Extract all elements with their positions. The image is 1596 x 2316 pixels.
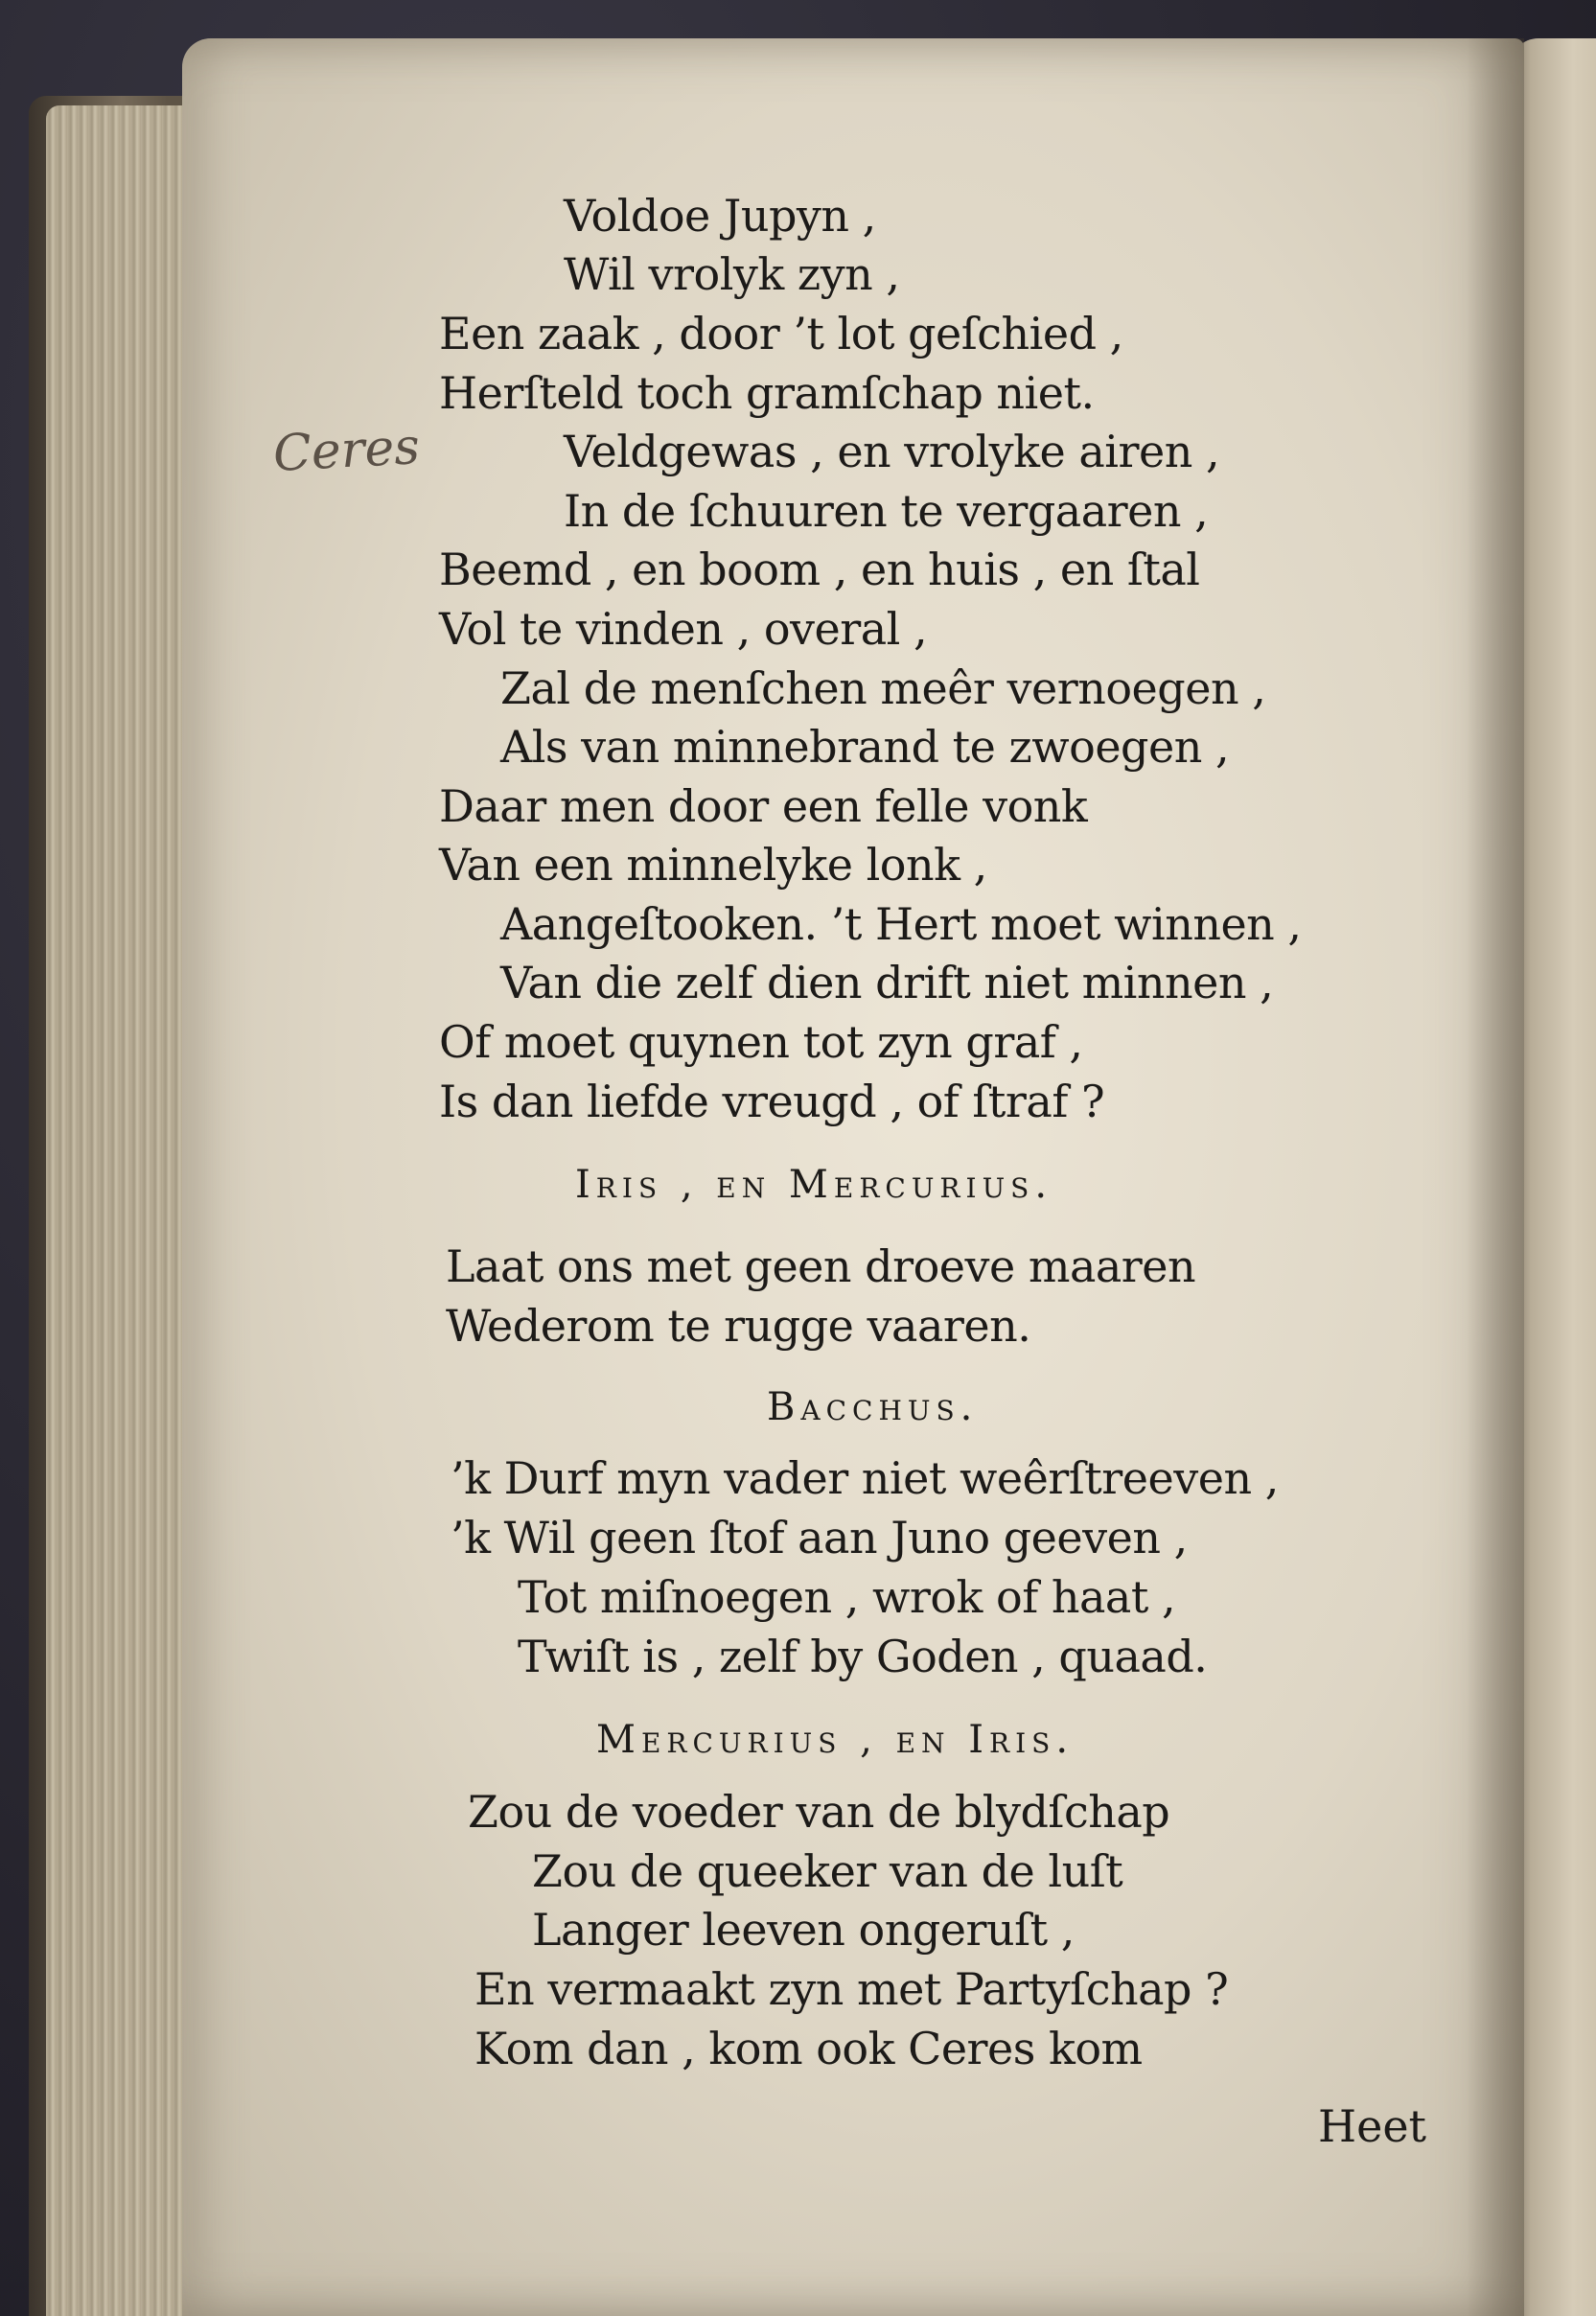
verse-line: ’k Wil geen ſtof aan Juno geeven , [451,1512,1188,1563]
verse-line: Wil vrolyk zyn , [564,248,900,300]
verse-line: Zou de queeker van de luſt [532,1845,1123,1897]
verse-line: Aangeſtooken. ’t Hert moet winnen , [500,898,1302,950]
verse-line: Laat ons met geen droeve maaren [446,1240,1196,1292]
verse-line: Kom dan , kom ook Ceres kom [474,2023,1143,2074]
speaker-heading: Iris , en Mercurius. [575,1163,1053,1207]
verse-line: Daar men door een felle vonk [439,780,1088,832]
verse-line: Beemd , en boom , en huis , en ſtal [439,544,1200,595]
verse-line: Als van minnebrand te zwoegen , [500,721,1230,773]
verse-line: Of moet quynen tot zyn graf , [439,1016,1083,1068]
verse-line: Zal de menſchen meêr vernoegen , [500,662,1266,714]
catchword: Heet [1318,2100,1427,2152]
verse-line: Is dan liefde vreugd , of ſtraf ? [439,1076,1105,1127]
verse-line: Vol te vinden , overal , [439,603,928,655]
verse-line: In de ſchuuren te vergaaren , [564,485,1209,537]
verse-line: Tot miſnoegen , wrok of haat , [518,1571,1176,1623]
handwritten-marginal-note: Ceres [271,418,422,483]
verse-line: Herſteld toch gramſchap niet. [439,367,1095,419]
verse-line: Een zaak , door ’t lot geſchied , [439,308,1123,359]
speaker-heading: Bacchus. [767,1385,979,1429]
verse-line: Twiſt is , zelf by Goden , quaad. [518,1631,1208,1682]
verse-line: Wederom te rugge vaaren. [446,1300,1031,1352]
verse-line: Veldgewas , en vrolyke airen , [564,426,1220,477]
verse-line: Van een minnelyke lonk , [439,839,987,891]
verse-line: Langer leeven ongeruſt , [532,1904,1075,1956]
verse-line: En vermaakt zyn met Partyſchap ? [474,1963,1229,2015]
verse-line: Zou de voeder van de blydſchap [468,1786,1170,1838]
verse-line: ’k Durf myn vader niet weêrſtreeven , [451,1452,1279,1504]
speaker-heading: Mercurius , en Iris. [596,1718,1075,1762]
verse-line: Voldoe Jupyn , [564,190,876,242]
verse-line: Van die zelf dien drift niet minnen , [500,957,1274,1008]
